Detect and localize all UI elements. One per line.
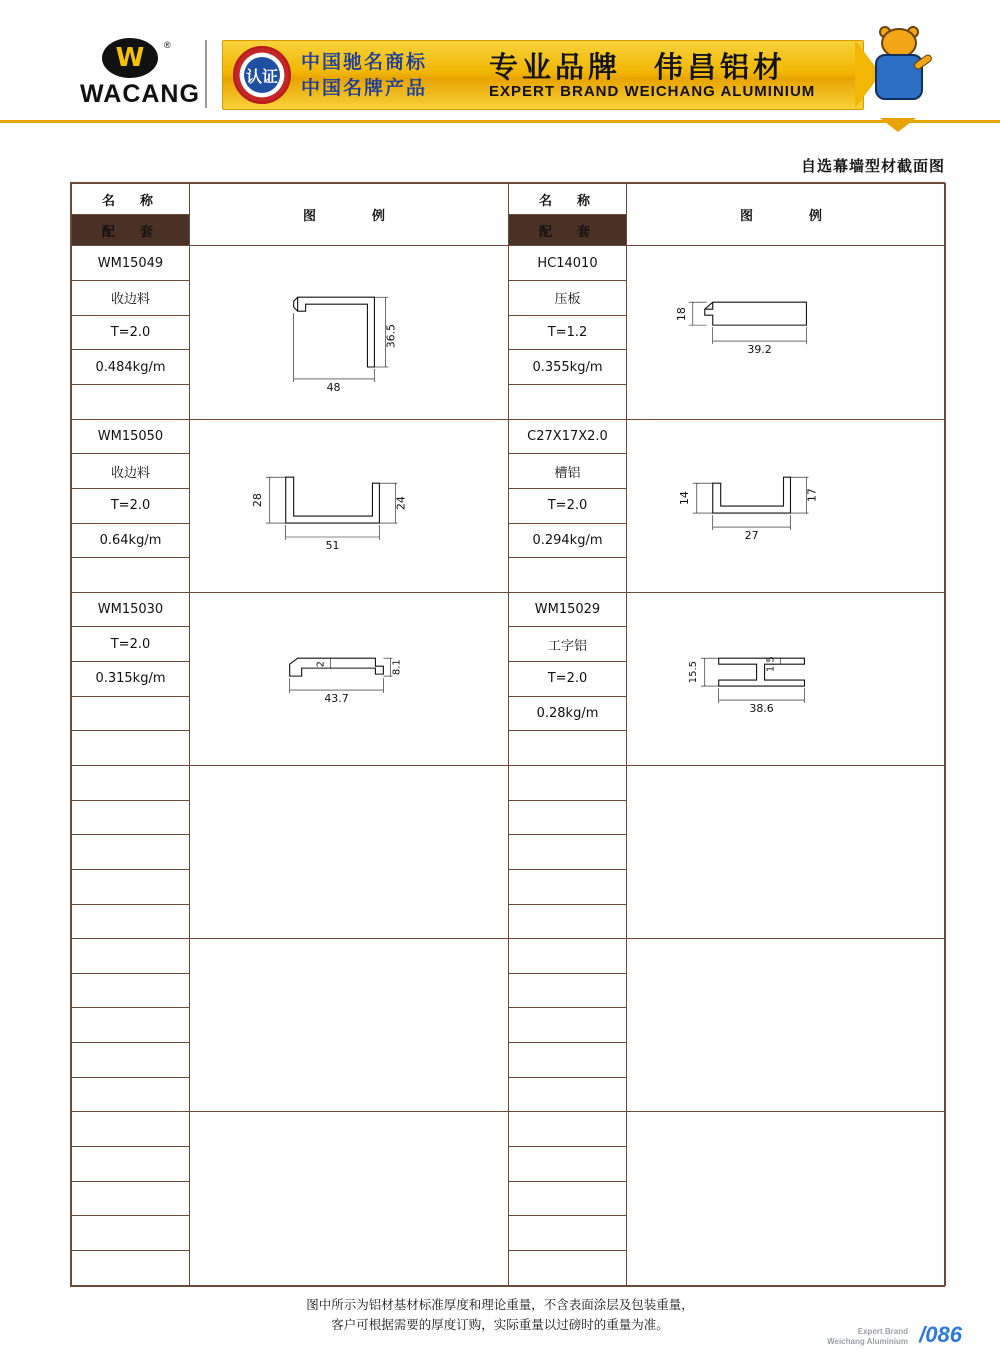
left-desc-1: 收边料 [72, 281, 190, 316]
right-desc-4 [509, 800, 627, 835]
svg-text:1.5: 1.5 [765, 656, 777, 672]
right-thickness-1: T=1.2 [509, 315, 627, 350]
cert-line-1: 中国驰名商标 [301, 51, 428, 73]
right-weight-5 [509, 1043, 627, 1078]
right-weight-1: 0.355kg/m [509, 350, 627, 385]
certification-seal-icon [233, 46, 291, 104]
left-thickness-4 [72, 835, 190, 870]
table-row [72, 419, 946, 454]
table-row [72, 939, 946, 974]
left-weight-5 [72, 1043, 190, 1078]
left-desc-2: 收边料 [72, 454, 190, 489]
right-desc-5 [509, 973, 627, 1008]
right-code-5 [509, 939, 627, 974]
left-weight-6 [72, 1216, 190, 1251]
svg-text:2: 2 [315, 660, 327, 668]
brand-banner [222, 40, 864, 110]
left-thickness-5 [72, 1008, 190, 1043]
left-desc-5 [72, 973, 190, 1008]
right-figure-3 [627, 592, 946, 765]
right-desc-1: 压板 [509, 281, 627, 316]
right-weight-2: 0.294kg/m [509, 523, 627, 558]
right-thickness-3: T=2.0 [509, 662, 627, 697]
svg-text:28: 28 [250, 492, 264, 507]
certification-lines [301, 49, 481, 101]
logo-mark-letter: W [115, 43, 145, 73]
footer-note-line-2: 客户可根据需要的厚度订购，实际重量以过磅时的重量为准。 [331, 1317, 669, 1332]
right-desc-3: 工字铝 [509, 627, 627, 662]
header-sub-left: 配 套 [72, 215, 190, 246]
svg-text:48: 48 [326, 381, 341, 395]
footer-brand-line-1: Expert Brand [857, 1327, 908, 1336]
left-weight-4 [72, 869, 190, 904]
right-blank-6 [509, 1250, 627, 1285]
left-desc-6 [72, 1147, 190, 1182]
header-name-right: 名 称 [509, 184, 627, 215]
left-blank-1 [72, 384, 190, 419]
left-blank-5 [72, 1077, 190, 1112]
page-number: /086 [919, 1322, 962, 1347]
table-row [72, 246, 946, 281]
table-row [72, 765, 946, 800]
footer-note-line-1: 图中所示为铝材基材标准厚度和理论重量，不含表面涂层及包装重量， [306, 1297, 694, 1312]
left-code-3: WM15030 [72, 592, 190, 627]
header-notch-shape [880, 118, 916, 132]
left-figure-4 [190, 765, 509, 938]
left-code-4 [72, 765, 190, 800]
left-figure-6 [190, 1112, 509, 1286]
right-desc-2: 槽铝 [509, 454, 627, 489]
right-blank-2 [509, 558, 627, 593]
right-thickness-4 [509, 835, 627, 870]
right-figure-2 [627, 419, 946, 592]
right-weight-3: 0.28kg/m [509, 696, 627, 731]
left-figure-5 [190, 939, 509, 1112]
table-row [72, 592, 946, 627]
svg-text:8.1: 8.1 [391, 658, 403, 675]
left-code-5 [72, 939, 190, 974]
right-figure-1 [627, 246, 946, 419]
left-weight-2: 0.64kg/m [72, 523, 190, 558]
left-desc-3: T=2.0 [72, 627, 190, 662]
svg-text:14: 14 [677, 490, 691, 505]
svg-text:15.5: 15.5 [687, 660, 699, 683]
table-header-row [72, 184, 946, 215]
right-blank-5 [509, 1077, 627, 1112]
svg-text:38.6: 38.6 [749, 701, 774, 715]
left-figure-3 [190, 592, 509, 765]
brand-name-cn: 专业品牌 伟昌铝材 [489, 50, 787, 84]
left-thickness-3: 0.315kg/m [72, 662, 190, 697]
left-blank-6 [72, 1250, 190, 1285]
right-figure-4 [627, 765, 946, 938]
right-blank-3 [509, 731, 627, 766]
right-thickness-6 [509, 1181, 627, 1216]
svg-text:27: 27 [744, 528, 759, 542]
svg-text:36.5: 36.5 [384, 324, 398, 349]
profile-table [70, 182, 945, 1287]
registered-trademark-icon: ® [164, 40, 171, 50]
left-desc-4 [72, 800, 190, 835]
svg-text:18: 18 [674, 307, 688, 322]
left-weight-1: 0.484kg/m [72, 350, 190, 385]
right-weight-4 [509, 869, 627, 904]
svg-text:51: 51 [325, 538, 340, 552]
left-code-6 [72, 1112, 190, 1147]
left-blank-2 [72, 558, 190, 593]
right-code-6 [509, 1112, 627, 1147]
right-code-1: HC14010 [509, 246, 627, 281]
tiger-mascot-icon [865, 28, 935, 110]
left-weight-3 [72, 696, 190, 731]
header-name-left: 名 称 [72, 184, 190, 215]
footer-brand [827, 1327, 908, 1347]
right-blank-1 [509, 384, 627, 419]
page-title: 自选幕墙型材截面图 [800, 157, 945, 175]
wacang-logo-icon [102, 38, 158, 78]
page-header [0, 0, 1000, 130]
wacang-logo [60, 38, 220, 110]
right-code-3: WM15029 [509, 592, 627, 627]
left-blank-4 [72, 904, 190, 939]
right-code-2: C27X17X2.0 [509, 419, 627, 454]
header-sub-right: 配 套 [509, 215, 627, 246]
table-row [72, 1112, 946, 1147]
svg-text:39.2: 39.2 [747, 343, 772, 357]
logo-wordmark: WACANG [80, 80, 200, 108]
svg-text:24: 24 [394, 495, 408, 510]
right-figure-6 [627, 1112, 946, 1286]
svg-text:17: 17 [805, 487, 819, 502]
left-blank-3 [72, 731, 190, 766]
header-divider [205, 40, 207, 108]
seal-inner-glyph: 认证 [244, 57, 280, 93]
header-figure-right: 图 例 [627, 184, 946, 246]
right-thickness-5 [509, 1008, 627, 1043]
right-blank-4 [509, 904, 627, 939]
left-code-2: WM15050 [72, 419, 190, 454]
left-figure-2 [190, 419, 509, 592]
right-weight-6 [509, 1216, 627, 1251]
right-figure-5 [627, 939, 946, 1112]
right-desc-6 [509, 1147, 627, 1182]
cert-line-2: 中国名牌产品 [301, 77, 428, 99]
svg-text:43.7: 43.7 [324, 691, 349, 705]
header-figure-left: 图 例 [190, 184, 509, 246]
left-code-1: WM15049 [72, 246, 190, 281]
brand-name-en: EXPERT BRAND WEICHANG ALUMINIUM [489, 83, 816, 100]
left-figure-1 [190, 246, 509, 419]
footer-brand-line-2: Weichang Aluminium [827, 1337, 908, 1346]
left-thickness-2: T=2.0 [72, 488, 190, 523]
right-thickness-2: T=2.0 [509, 488, 627, 523]
header-rule [0, 120, 1000, 123]
right-code-4 [509, 765, 627, 800]
left-thickness-1: T=2.0 [72, 315, 190, 350]
left-thickness-6 [72, 1181, 190, 1216]
